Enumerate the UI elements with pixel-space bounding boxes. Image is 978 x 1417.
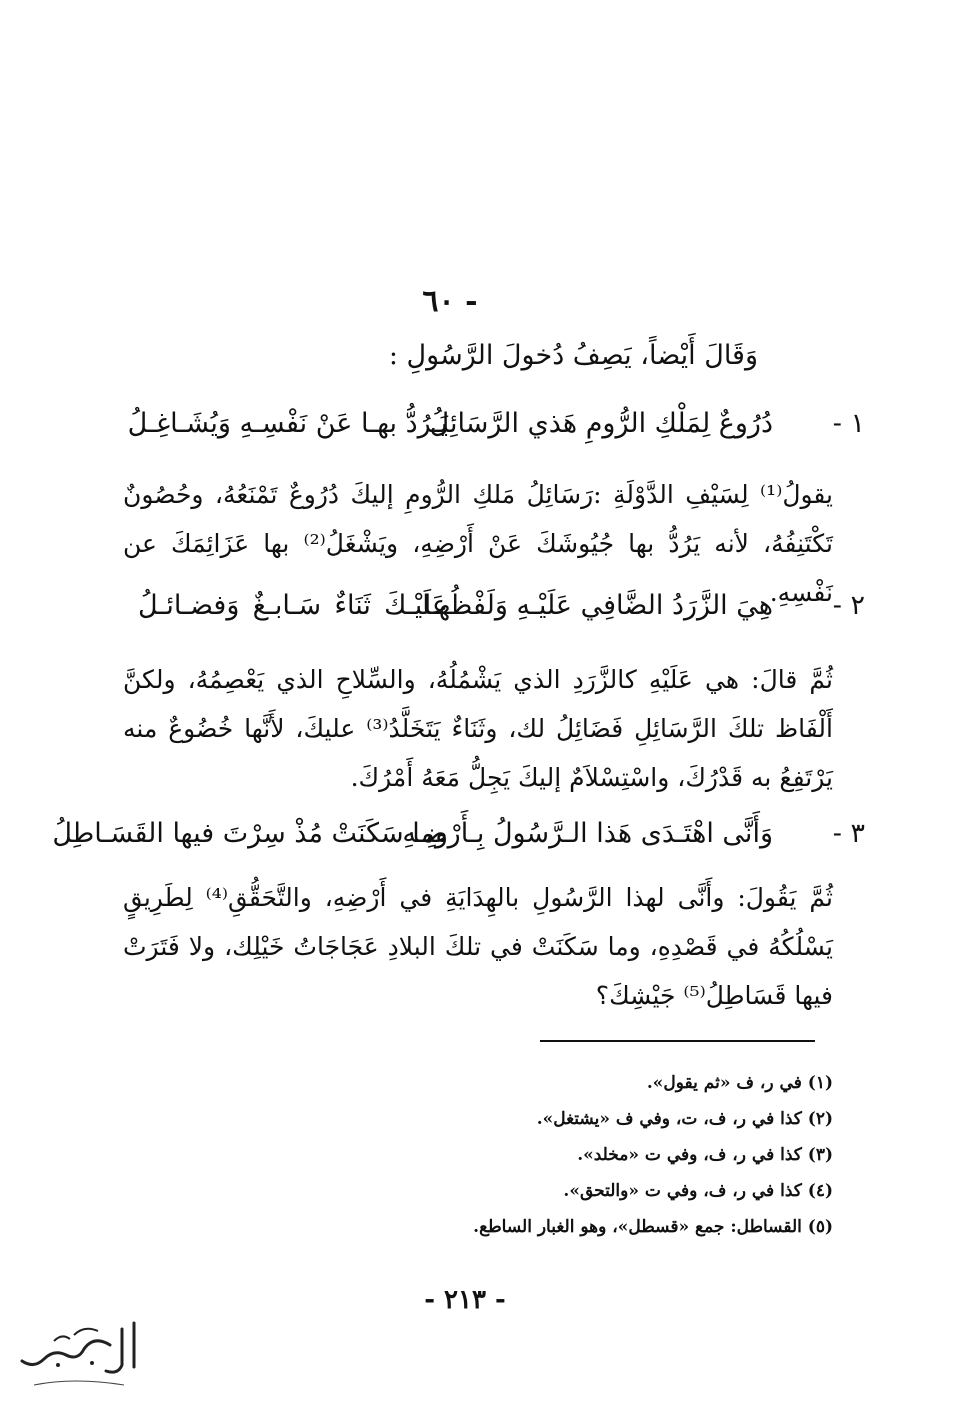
footnotes [313, 1065, 833, 1245]
footnote-5: (٥) القساطل: جمع «قسطل»، وهو الغبار الساطع. [473, 1217, 833, 1237]
verse-number: ٣ - [832, 818, 865, 849]
page-number: - ٢١٣ - [424, 1285, 506, 1315]
verse-1 [127, 408, 865, 452]
footnote-2: (٢) كذا في ر، ف، ت، وفي ف «يشتغل». [536, 1109, 833, 1129]
footnote-divider [540, 1040, 815, 1042]
original-page-number: - ٦٠ [422, 284, 478, 319]
footnote-3: (٣) كذا في ر، ف، وفي ت «مخلد». [577, 1145, 833, 1165]
verse-second-hemistich: عَلَيْـكَ ثَنَاءٌ سَـابـغٌ وَفضـائـلُ [138, 590, 448, 621]
commentary-paragraph-1: يقولُ⁽¹⁾ لِسَيْفِ الدَّوْلَةِ :رَسَائِلُ مَلكِ الرُّومِ إليكَ دُرُوعٌ تَمْنَعُهُ، وحُصُونٌ تَكْتَنِفُهُ، لأنه يَرُدُّ بها جُيُوشَكَ عَنْ أَرْضِهِ، ويَشْغَلُ⁽²⁾ بها عَزَائِمَكَ عن نَفْسِهِ. [123, 480, 834, 607]
intro-line: وَقَالَ أَيْضاً، يَصِفُ دُخولَ الرَّسُولِ : [388, 340, 758, 371]
verse-first-hemistich: وَأَنَّى اهْتَـدَى هَذا الـرَّسُولُ بِـأَرْضِـهِ [402, 818, 773, 849]
verse-first-hemistich: دُرُوعٌ لِمَلْكِ الرُّومِ هَذي الرَّسَائِلُ [429, 408, 773, 439]
verse-number: ٢ - [832, 590, 865, 621]
footnote-1: (١) في ر، ف «ثم يقول». [646, 1073, 833, 1093]
verse-3 [52, 818, 865, 862]
footnote-4: (٤) كذا في ر، ف، وفي ت «والتحق». [563, 1181, 833, 1201]
verse-2 [133, 590, 865, 634]
commentary-paragraph-3: ثُمَّ يَقُولَ: وأَنَّى لهذا الرَّسُولِ بالهِدَايَةِ في أَرْضِهِ، والتَّحَقُّقِ⁽⁴⁾ لِطَرِيقٍ يَسْلُكُهُ في قَصْدِهِ، وما سَكَنَتْ في تلكَ البلادِ عَجَاجَاتُ خَيْلِك، ولا فَتَرَتْ فيها قَسَاطِلُ⁽⁵⁾ جَيْشِكَ؟ [123, 883, 833, 1010]
commentary-paragraph-2: ثُمَّ قالَ: هي عَلَيْهِ كالزَّرَدِ الذي يَشْمُلُهُ، والسِّلاحِ الذي يَعْصِمُهُ، ولكنَّ أَلْفَاظ تلكَ الرَّسَائِلِ فَضَائِلُ لك، وثَنَاءٌ يَتَخَلَّدُ⁽³⁾ عليكَ، لأَنَّها خُضُوعٌ منه يَرْتَفِعُ به قَدْرُكَ، واسْتِسْلاَمٌ إليكَ يَجِلُّ مَعَهُ أَمْرُكَ. [123, 665, 833, 792]
verse-second-hemistich: وما سَكَنَتْ مُذْ سِرْتَ فيها القَسَـاطِلُ [52, 818, 448, 849]
verse-number: ١ - [832, 408, 865, 439]
calligraphy-logo [14, 1315, 144, 1395]
verse-first-hemistich: هِيَ الزَّرَدُ الضَّافِي عَلَيْـهِ وَلَفْظُهـا [422, 590, 773, 621]
verse-second-hemistich: يَـرُدُّ بهـا عَنْ نَفْسِـهِ وَيُشَـاغِـلُ [127, 408, 448, 439]
